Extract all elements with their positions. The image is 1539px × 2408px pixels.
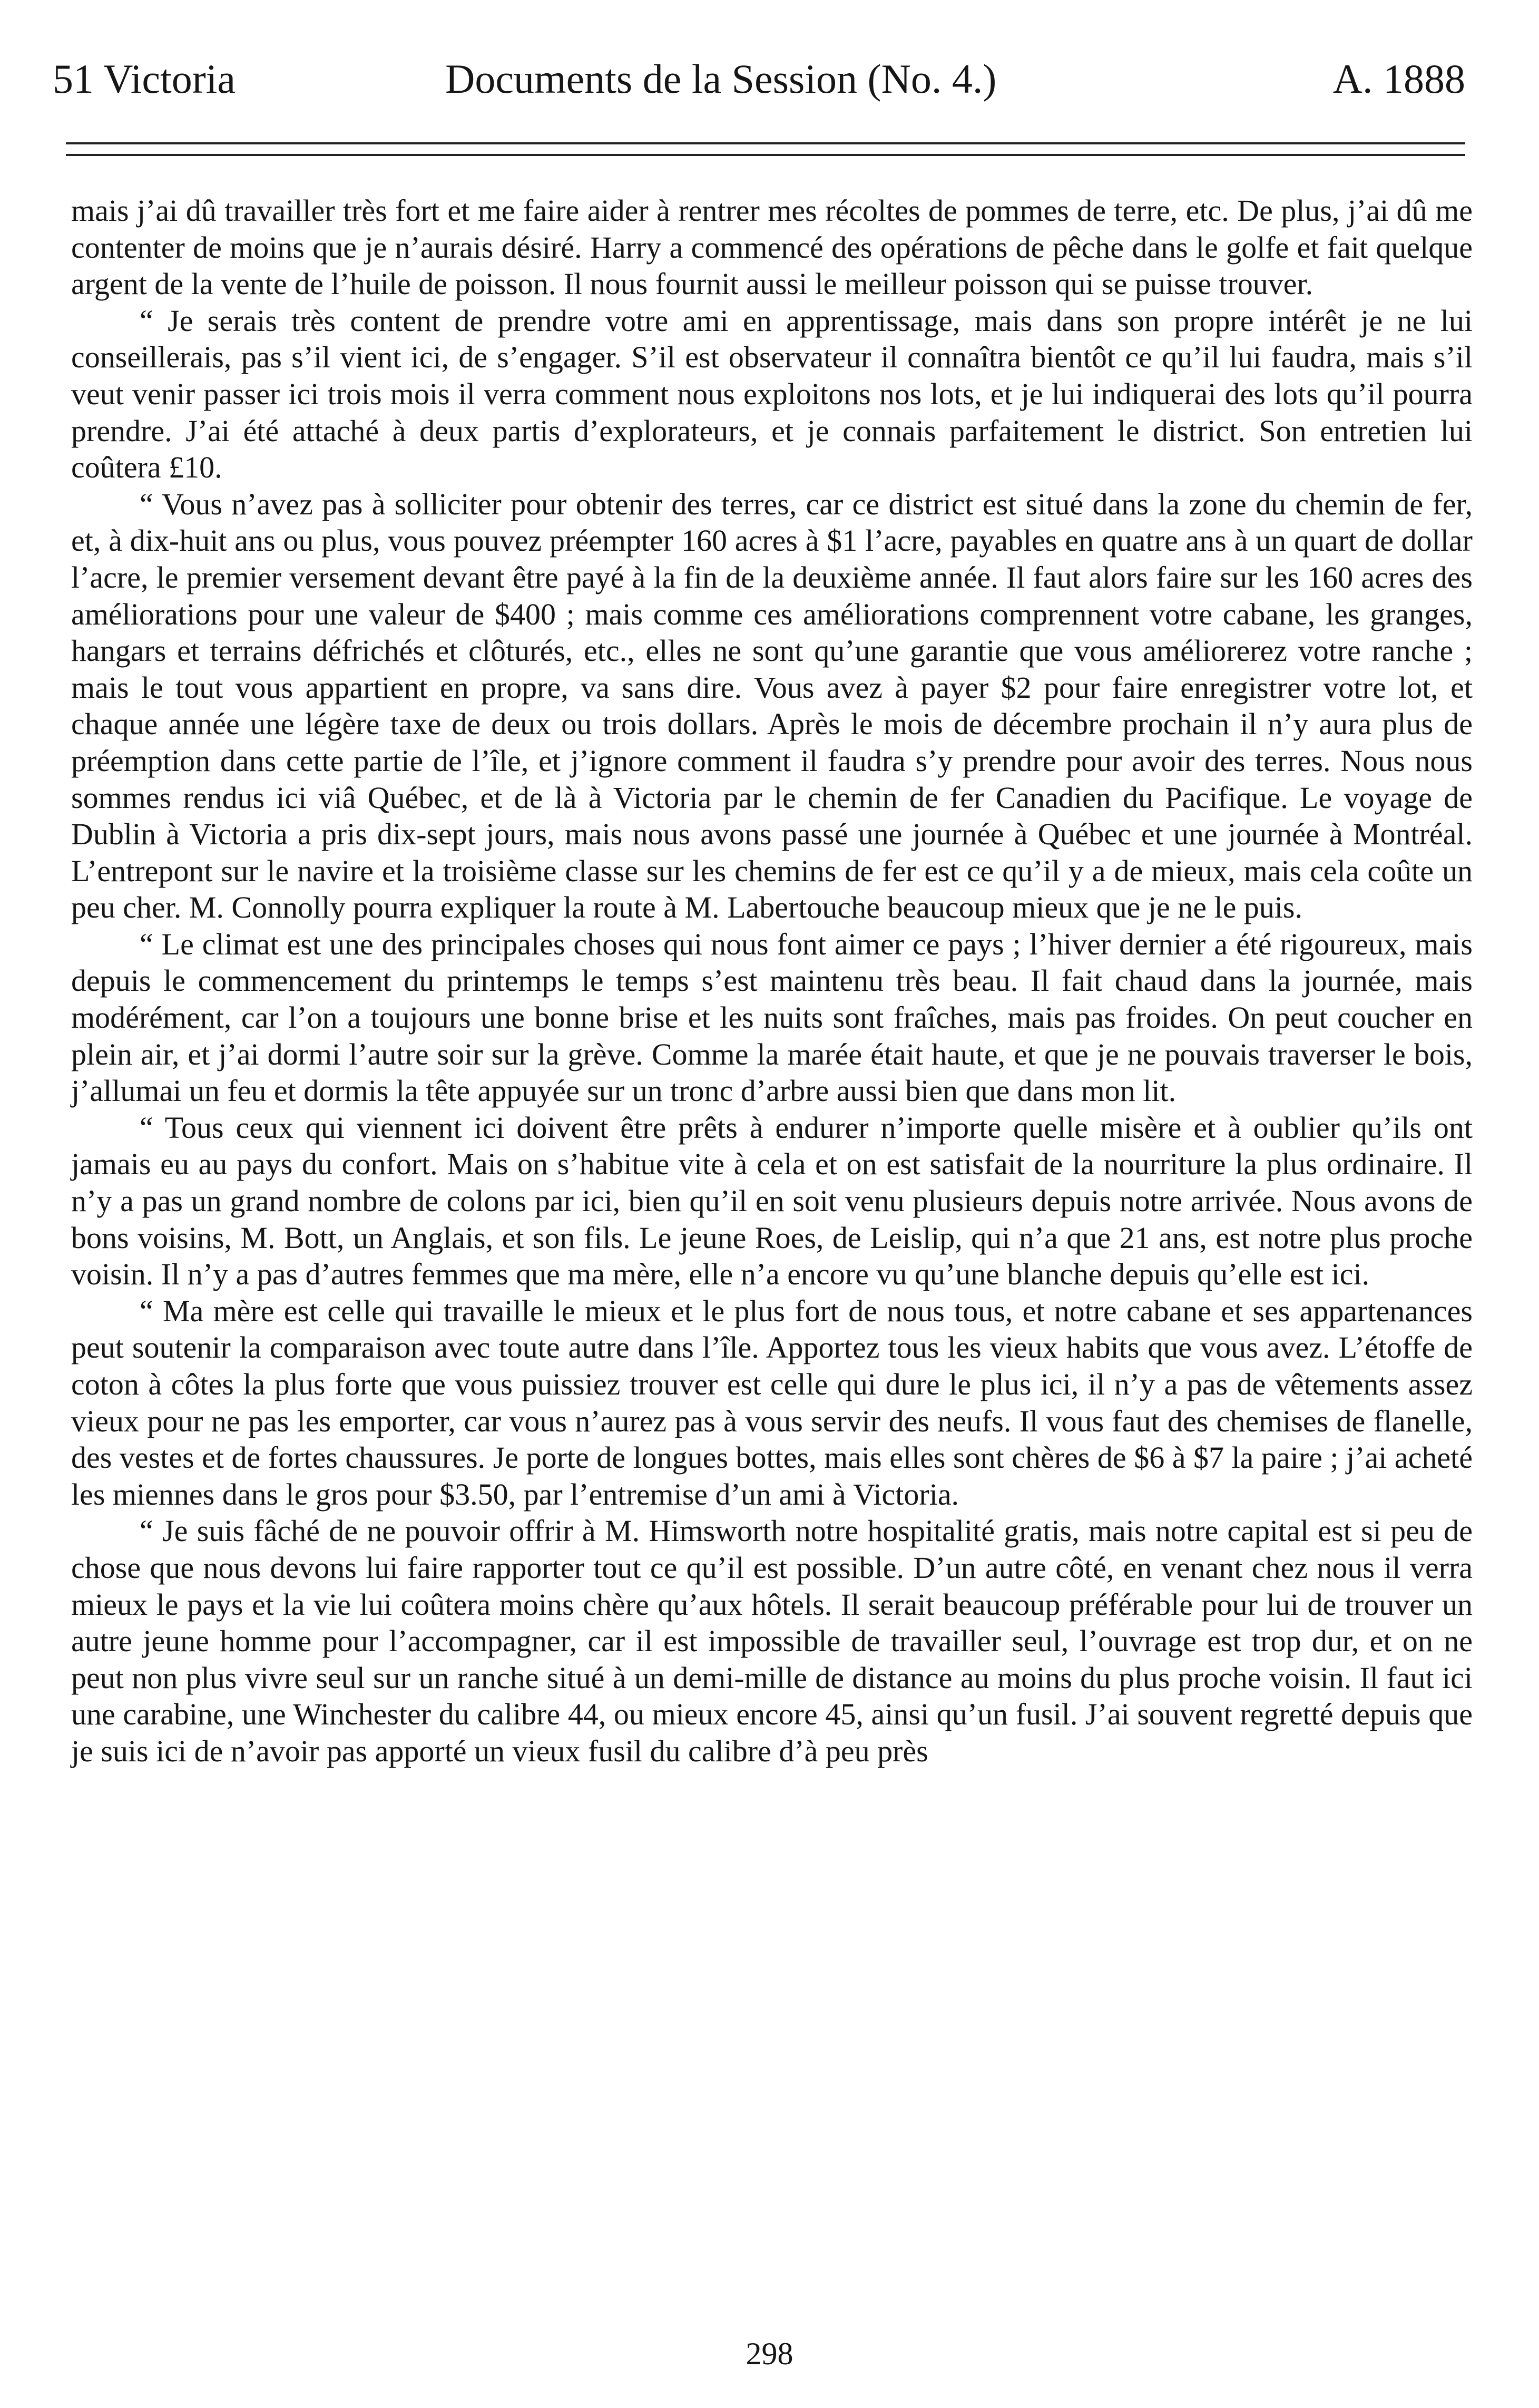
header-year: A. 1888: [1332, 56, 1465, 102]
header-title: Documents de la Session (No. 4.): [445, 56, 997, 102]
body-text: [71, 192, 1473, 1770]
paragraph: “ Ma mère est celle qui travaille le mieux et le plus fort de nous tous, et notre cabane et ses appartenances peut soutenir la comparaison avec toute autre dans l’île. Apportez tous les vieux habits que vous avez. L’étoffe de coton à côtes la plus forte que vous puissiez trouver est celle qui dure le plus ici, il n’y a pas de vêtements assez vieux pour ne pas les emporter, car vous n’aurez pas à vous servir des neufs. Il vous faut des chemises de flanelle, des vestes et de fortes chaussures. Je porte de longues bottes, mais elles sont chères de $6 à $7 la paire ; j’ai acheté les miennes dans le gros pour $3.50, par l’entremise d’un ami à Victoria.: [71, 1293, 1473, 1512]
running-header: [53, 50, 1465, 108]
page-number: 298: [746, 2336, 793, 2371]
paragraph: “ Je suis fâché de ne pouvoir offrir à M. Himsworth notre hospitalité gratis, mais notre capital est si peu de chose que nous devons lui faire rapporter tout ce qu’il est possible. D’un autre côté, en venant chez nous il verra mieux le pays et la vie lui coûtera moins chère qu’aux hôtels. Il serait beaucoup préférable pour lui de trouver un autre jeune homme pour l’accompagner, car il est impossible de travailler seul, l’ouvrage est trop dur, et on ne peut non plus vivre seul sur un ranche situé à un demi-mille de distance au moins du plus proche voisin. Il faut ici une carabine, une Winchester du calibre 44, ou mieux encore 45, ainsi qu’un fusil. J’ai souvent regretté depuis que je suis ici de n’avoir pas apporté un vieux fusil du calibre d’à peu près: [71, 1514, 1473, 1768]
paragraph: “ Vous n’avez pas à solliciter pour obtenir des terres, car ce district est situé dans la zone du chemin de fer, et, à dix-huit ans ou plus, vous pouvez préempter 160 acres à $1 l’acre, payables en quatre ans à un quart de dollar l’acre, le premier versement devant être payé à la fin de la deuxième année. Il faut alors faire sur les 160 acres des améliorations pour une valeur de $400 ; mais comme ces améliorations comprennent votre cabane, les granges, hangars et terrains défrichés et clôturés, etc., elles ne sont qu’une garantie que vous améliorerez votre ranche ; mais le tout vous appartient en propre, va sans dire. Vous avez à payer $2 pour faire enregistrer votre lot, et chaque année une légère taxe de deux ou trois dollars. Après le mois de décembre prochain il n’y aura plus de préemption dans cette partie de l’île, et j’ignore comment il faudra s’y prendre pour avoir des terres. Nous nous sommes rendus ici viâ Québec, et de là à Victoria par le chemin de fer Canadien du Pacifique. Le voyage de Dublin à Victoria a pris dix-sept jours, mais nous avons passé une journée à Québec et une journée à Montréal. L’entrepont sur le navire et la troisième classe sur les chemins de fer est ce qu’il y a de mieux, mais cela coûte un peu cher. M. Connolly pourra expliquer la route à M. Labertouche beaucoup mieux que je ne le puis.: [71, 486, 1473, 925]
header-rule-top: [66, 142, 1465, 144]
paragraph-continued: mais j’ai dû travailler très fort et me faire aider à rentrer mes récoltes de pommes de terre, etc. De plus, j’ai dû me contenter de moins que je n’aurais désiré. Harry a commencé des opérations de pêche dans le golfe et fait quelque argent de la vente de l’huile de poisson. Il nous fournit aussi le meilleur poisson qui se puisse trouver.: [71, 193, 1473, 301]
paragraph: “ Le climat est une des principales choses qui nous font aimer ce pays ; l’hiver dernier a été rigoureux, mais depuis le commencement du printemps le temps s’est maintenu très beau. Il fait chaud dans la journée, mais modérément, car l’on a toujours une bonne brise et les nuits sont fraîches, mais pas froides. On peut coucher en plein air, et j’ai dormi l’autre soir sur la grève. Comme la marée était haute, et que je ne pouvais traverser le bois, j’allumai un feu et dormis la tête appuyée sur un tronc d’arbre aussi bien que dans mon lit.: [71, 927, 1473, 1108]
header-rule-bottom: [66, 154, 1465, 156]
header-volume: 51 Victoria: [53, 56, 236, 102]
paragraph: “ Tous ceux qui viennent ici doivent être prêts à endurer n’importe quelle misère et à oublier qu’ils ont jamais eu au pays du confort. Mais on s’habitue vite à cela et on est satisfait de la nourriture la plus ordinaire. Il n’y a pas un grand nombre de colons par ici, bien qu’il en soit venu plusieurs depuis notre arrivée. Nous avons de bons voisins, M. Bott, un Anglais, et son fils. Le jeune Roes, de Leislip, qui n’a que 21 ans, est notre plus proche voisin. Il n’y a pas d’autres femmes que ma mère, elle n’a encore vu qu’une blanche depuis qu’elle est ici.: [71, 1110, 1473, 1292]
paragraph: “ Je serais très content de prendre votre ami en apprentissage, mais dans son propre intérêt je ne lui conseillerais, pas s’il vient ici, de s’engager. S’il est observateur il connaîtra bientôt ce qu’il lui faudra, mais s’il veut venir passer ici trois mois il verra comment nous exploitons nos lots, et je lui indiquerai des lots qu’il pourra prendre. J’ai été attaché à deux partis d’explorateurs, et je connais parfaitement le district. Son entretien lui coûtera £10.: [71, 303, 1473, 485]
